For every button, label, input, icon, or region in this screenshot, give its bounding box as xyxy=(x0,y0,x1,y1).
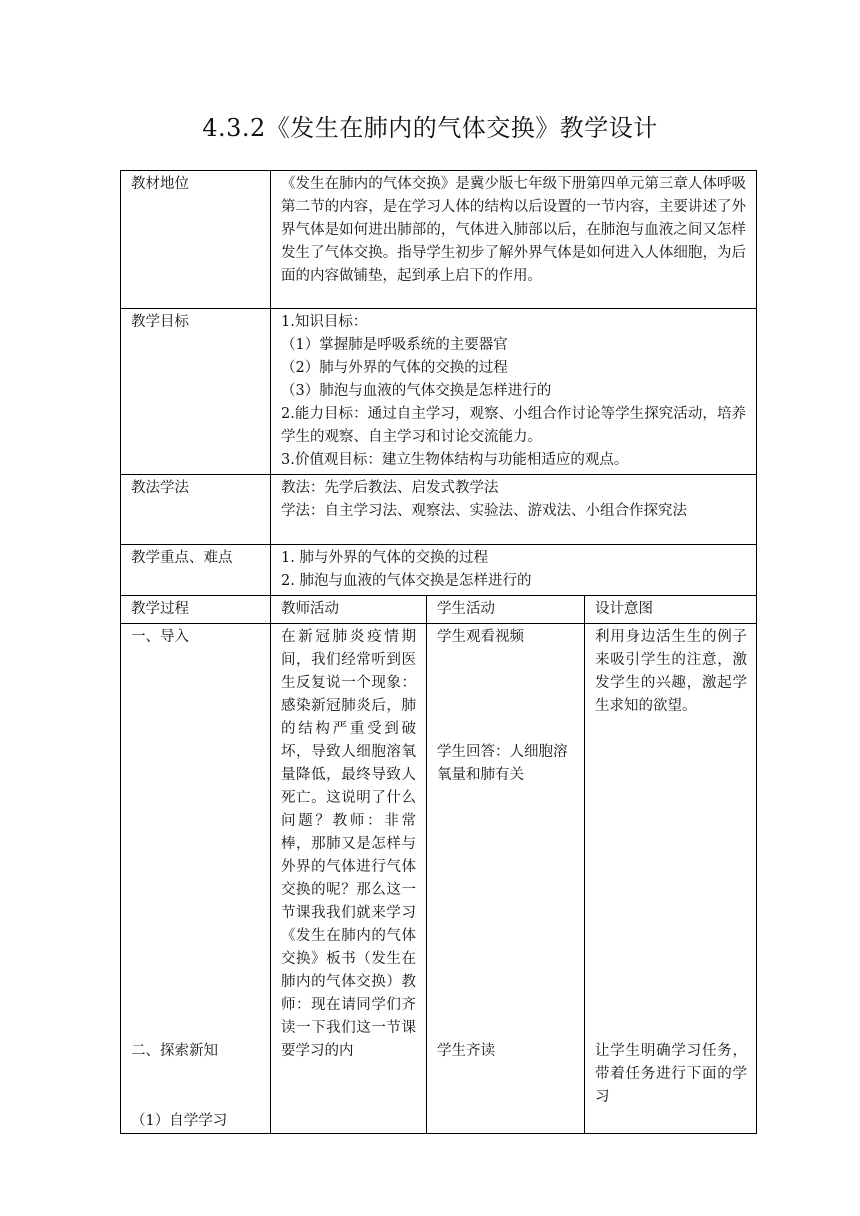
row-process-header xyxy=(121,596,757,624)
process-stages-cell xyxy=(121,624,271,1134)
student-activity-video: 学生观看视频 xyxy=(437,629,524,645)
header-design-intent: 设计意图 xyxy=(585,596,757,624)
student-activity-read: 学生齐读 xyxy=(437,1043,495,1059)
row-teaching-goals xyxy=(121,309,757,475)
teaching-methods-content xyxy=(271,475,757,545)
goal-line: （2）肺与外界的气体的交换的过程 xyxy=(281,360,508,376)
method-line: 学法：自主学习法、观察法、实验法、游戏法、小组合作探究法 xyxy=(281,503,687,519)
label-teaching-goals: 教学目标 xyxy=(121,309,271,475)
student-activity-cell xyxy=(427,624,585,1134)
row-process-content xyxy=(121,624,757,1134)
label-textbook-position: 教材地位 xyxy=(121,171,271,309)
teacher-activity-cell: 在新冠肺炎疫情期间，我们经常听到医生反复说一个现象：感染新冠肺炎后，肺的结构严重受到破坏，导致人细胞溶氧量降低，最终导致人死亡。这说明了什么问题？教师：非常棒，那肺又是怎样与外界的气体进行气体交换的呢？那么这一节课我我们就来学习《发生在肺内的气体交换》板书（发生在肺内的气体交换）教师：现在请同学们齐读一下我们这一节课要学习的内 xyxy=(271,624,427,1134)
key-point-line: 1. 肺与外界的气体的交换的过程 xyxy=(281,550,488,566)
goal-line: 3.价值观目标：建立生物体结构与功能相适应的观点。 xyxy=(281,452,629,468)
lesson-plan-table xyxy=(120,170,757,1134)
design-intent-intro: 利用身边活生生的例子来吸引学生的注意，激发学生的兴趣，激起学生求知的欲望。 xyxy=(595,629,747,714)
label-teaching-methods: 教法学法 xyxy=(121,475,271,545)
design-intent-cell xyxy=(585,624,757,1134)
label-key-points: 教学重点、难点 xyxy=(121,545,271,596)
row-teaching-methods xyxy=(121,475,757,545)
header-teacher-activity: 教师活动 xyxy=(271,596,427,624)
teaching-goals-content xyxy=(271,309,757,475)
method-line: 教法：先学后教法、启发式教学法 xyxy=(281,480,499,496)
row-textbook-position xyxy=(121,171,757,309)
goal-line: 1.知识目标： xyxy=(281,314,368,330)
goal-line: （3）肺泡与血液的气体交换是怎样进行的 xyxy=(281,383,552,399)
student-activity-answer: 学生回答：人细胞溶氧量和肺有关 xyxy=(437,744,568,783)
stage-self-study: （1）自学学习 xyxy=(131,1113,228,1129)
key-points-content xyxy=(271,545,757,596)
row-key-points xyxy=(121,545,757,596)
header-process: 教学过程 xyxy=(121,596,271,624)
design-intent-explore: 让学生明确学习任务，带着任务进行下面的学习 xyxy=(595,1043,747,1105)
key-point-line: 2. 肺泡与血液的气体交换是怎样进行的 xyxy=(281,573,532,589)
goal-line: （1）掌握肺是呼吸系统的主要器官 xyxy=(281,337,508,353)
textbook-position-text: 《发生在肺内的气体交换》是冀少版七年级下册第四单元第三章人体呼吸第二节的内容，是在学习人体的结构以后设置的一节内容，主要讲述了外界气体是如何进出肺部的，气体进入肺部以后，在肺泡与血液之间又怎样发生了气体交换。指导学生初步了解外界气体是如何进入人体细胞，为后面的内容做铺垫，起到承上启下的作用。 xyxy=(271,171,757,309)
goal-line: 2.能力目标：通过自主学习，观察、小组合作讨论等学生探究活动，培养学生的观察、自主学习和讨论交流能力。 xyxy=(281,406,747,445)
header-student-activity: 学生活动 xyxy=(427,596,585,624)
stage-explore: 二、探索新知 xyxy=(131,1043,218,1059)
stage-intro: 一、导入 xyxy=(131,629,189,645)
document-title: 4.3.2《发生在肺内的气体交换》教学设计 xyxy=(202,114,658,142)
